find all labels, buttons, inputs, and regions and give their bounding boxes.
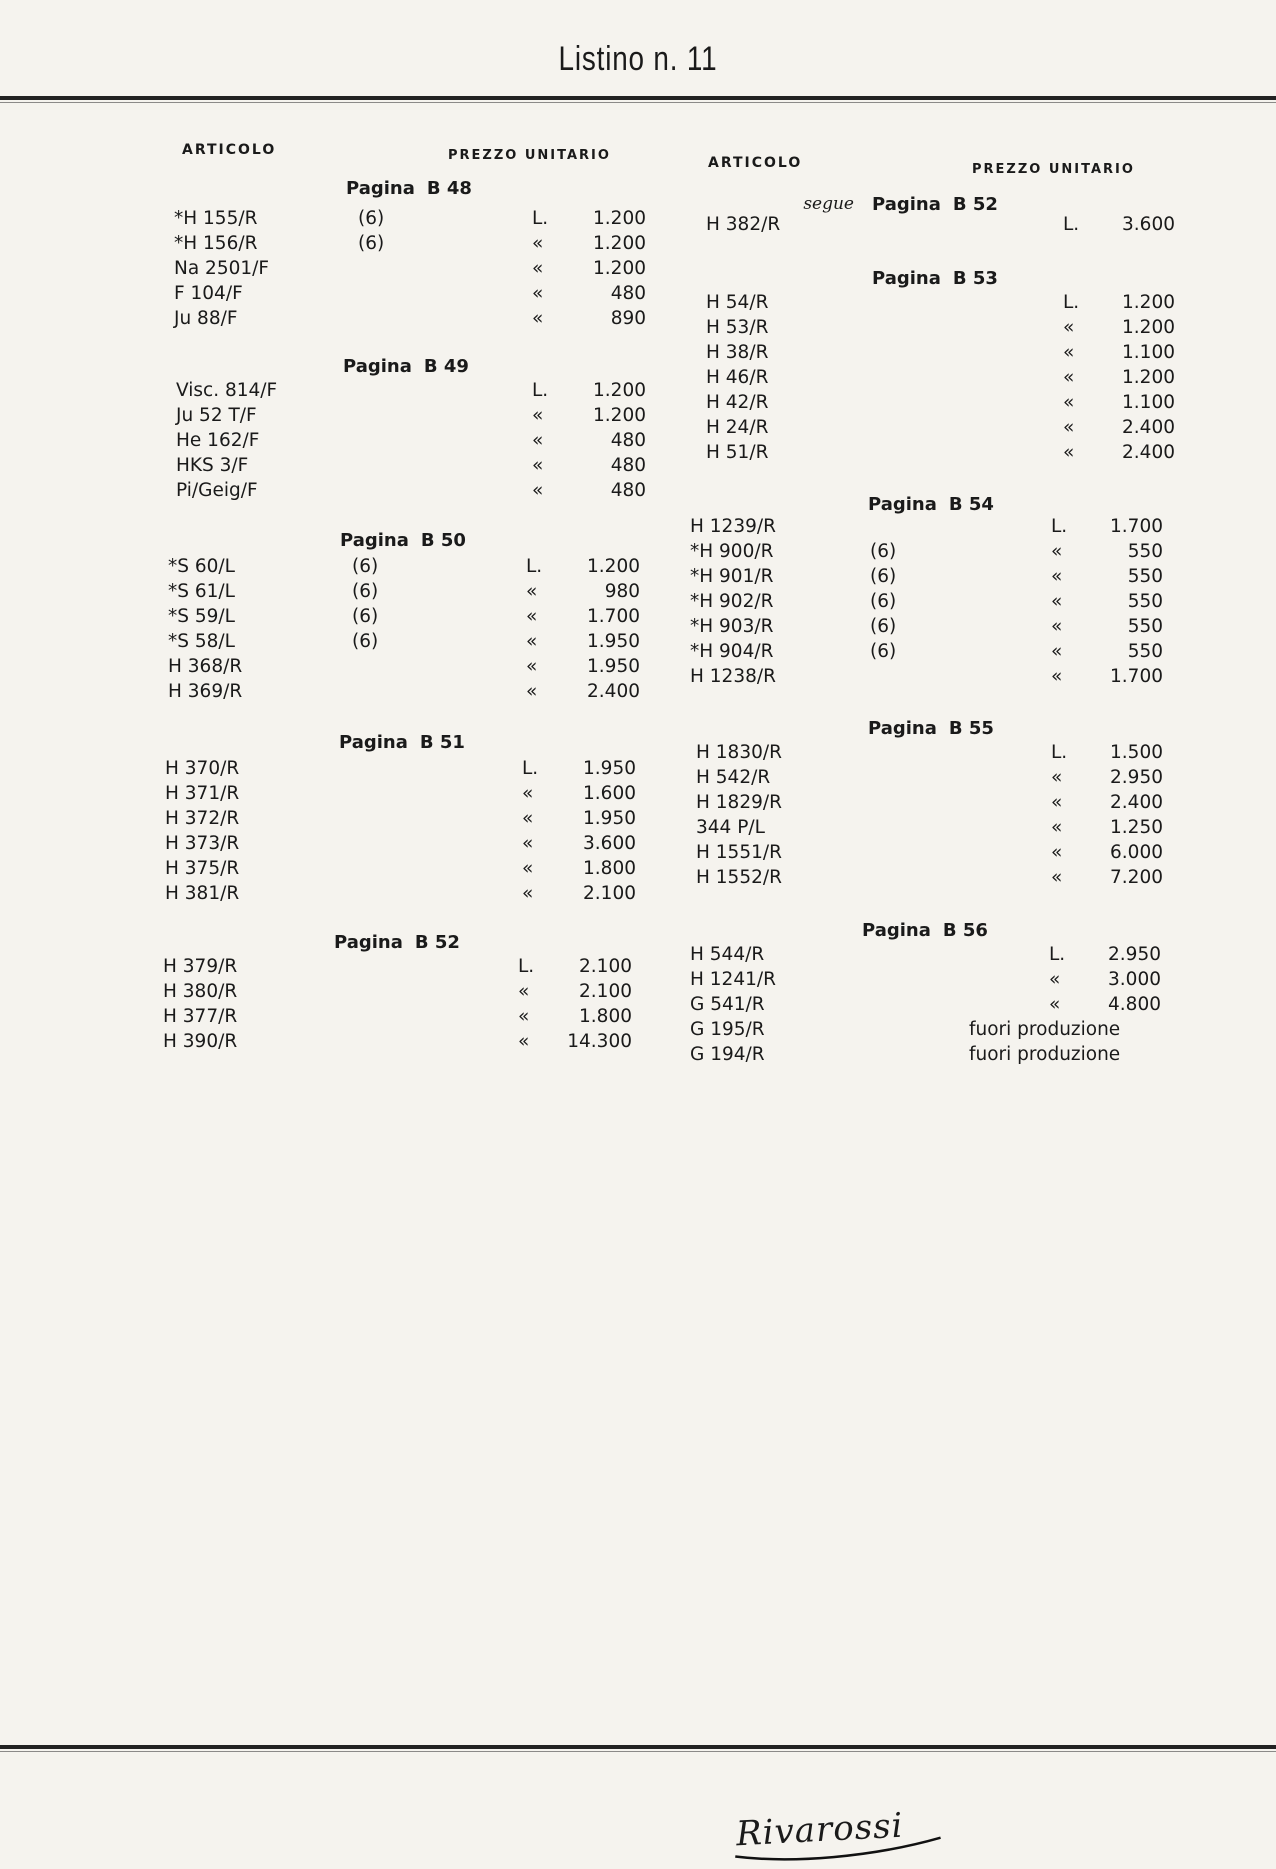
unit-price: 1.200	[593, 258, 646, 279]
article-code: H 51/R	[706, 442, 769, 463]
footnote-marker: (6)	[870, 591, 897, 612]
unit-price: 1.200	[1122, 292, 1175, 313]
article-code: *H 903/R	[690, 616, 774, 637]
article-code: H 24/R	[706, 417, 769, 438]
logo-underline-icon	[729, 1807, 951, 1868]
price-row	[0, 1019, 1276, 1044]
currency-mark: «	[1049, 994, 1061, 1015]
currency-mark: L.	[526, 556, 543, 577]
page-word: Pagina	[340, 530, 409, 551]
page-word: Pagina	[872, 194, 941, 215]
currency-mark: «	[526, 656, 538, 677]
currency-mark: L.	[532, 380, 549, 401]
article-code: *H 156/R	[174, 233, 258, 254]
unit-price: 1.950	[587, 631, 640, 652]
page-word: Pagina	[339, 732, 408, 753]
footnote-marker: (6)	[352, 606, 379, 627]
currency-mark: «	[1063, 442, 1075, 463]
currency-mark: «	[1063, 317, 1075, 338]
unit-price: 2.950	[1108, 944, 1161, 965]
unit-price: 550	[1127, 566, 1163, 587]
unit-price: 2.400	[1122, 442, 1175, 463]
unit-price: 1.200	[587, 556, 640, 577]
currency-mark: L.	[1063, 292, 1080, 313]
article-code: H 368/R	[168, 656, 243, 677]
currency-mark: «	[1051, 817, 1063, 838]
page-code: B 52	[414, 932, 460, 953]
article-code: H 380/R	[163, 981, 238, 1002]
article-code: *H 902/R	[690, 591, 774, 612]
article-code: H 382/R	[706, 214, 781, 235]
article-code: H 369/R	[168, 681, 243, 702]
article-code: H 372/R	[165, 808, 240, 829]
article-code: H 1829/R	[696, 792, 782, 813]
article-code: H 1241/R	[690, 969, 776, 990]
unit-price: 1.200	[593, 380, 646, 401]
article-code: H 1238/R	[690, 666, 776, 687]
currency-mark: «	[526, 681, 538, 702]
bottom-rule-thin	[0, 1751, 1276, 1752]
column-header-prezzo-right: PREZZO UNITARIO	[972, 162, 1135, 177]
price-row	[0, 417, 1276, 442]
article-code: He 162/F	[176, 430, 260, 451]
footnote-marker: (6)	[870, 641, 897, 662]
unit-price: 1.950	[583, 808, 636, 829]
currency-mark: «	[526, 606, 538, 627]
page-word: Pagina	[343, 356, 412, 377]
page-code: B 49	[423, 356, 469, 377]
unit-price: 480	[610, 430, 646, 451]
page-word: Pagina	[868, 718, 937, 739]
unit-price: 1.950	[583, 758, 636, 779]
currency-mark: «	[1063, 367, 1075, 388]
price-block	[0, 742, 1276, 892]
price-row	[0, 792, 1276, 817]
page-code: B 53	[952, 268, 998, 289]
page-label	[868, 718, 994, 739]
article-code: Visc. 814/F	[176, 380, 278, 401]
currency-mark: «	[532, 405, 544, 426]
top-rule	[0, 96, 1276, 100]
article-code: H 38/R	[706, 342, 769, 363]
page-title: Listino n. 11	[558, 40, 718, 78]
footnote-marker: (6)	[352, 631, 379, 652]
price-row	[0, 742, 1276, 767]
currency-mark: «	[1051, 591, 1063, 612]
article-code: H 373/R	[165, 833, 240, 854]
page-label	[868, 494, 994, 515]
currency-mark: L.	[522, 758, 539, 779]
currency-mark: L.	[1051, 516, 1068, 537]
article-code: H 1552/R	[696, 867, 782, 888]
article-code: Na 2501/F	[174, 258, 270, 279]
currency-mark: «	[522, 883, 534, 904]
currency-mark: «	[522, 783, 534, 804]
price-row	[0, 591, 1276, 616]
footnote-marker: (6)	[870, 616, 897, 637]
unit-price: 1.700	[1110, 666, 1163, 687]
currency-mark: «	[522, 808, 534, 829]
rivarossi-logo	[735, 1806, 904, 1855]
article-code: H 375/R	[165, 858, 240, 879]
article-code: H 370/R	[165, 758, 240, 779]
price-row	[0, 616, 1276, 641]
currency-mark: L.	[1051, 742, 1068, 763]
article-code: G 541/R	[690, 994, 765, 1015]
currency-mark: «	[1063, 342, 1075, 363]
price-row	[0, 944, 1276, 969]
article-code: *S 59/L	[168, 606, 235, 627]
unit-price: 1.200	[593, 405, 646, 426]
page-label	[346, 178, 472, 199]
price-row	[0, 994, 1276, 1019]
unit-price: 4.800	[1108, 994, 1161, 1015]
currency-mark: «	[532, 233, 544, 254]
currency-mark: «	[522, 858, 534, 879]
unit-price: 1.200	[1122, 317, 1175, 338]
article-code: H 1830/R	[696, 742, 782, 763]
unit-price: 1.600	[583, 783, 636, 804]
unit-price: 2.400	[1110, 792, 1163, 813]
article-code: 344 P/L	[696, 817, 765, 838]
currency-mark: «	[522, 833, 534, 854]
article-code: F 104/F	[174, 283, 243, 304]
discontinued-label: fuori produzione	[969, 1019, 1121, 1040]
unit-price: 1.250	[1110, 817, 1163, 838]
page-code: B 56	[942, 920, 988, 941]
article-code: *H 904/R	[690, 641, 774, 662]
unit-price: 3.600	[583, 833, 636, 854]
currency-mark: «	[526, 581, 538, 602]
price-row	[0, 317, 1276, 342]
unit-price: 2.100	[579, 956, 632, 977]
currency-mark: «	[1063, 417, 1075, 438]
price-block	[0, 516, 1276, 691]
currency-mark: «	[1049, 969, 1061, 990]
price-row	[0, 292, 1276, 317]
unit-price: 480	[610, 455, 646, 476]
price-row	[0, 969, 1276, 994]
unit-price: 1.700	[1110, 516, 1163, 537]
currency-mark: «	[1051, 842, 1063, 863]
page-label	[872, 268, 998, 289]
article-code: H 53/R	[706, 317, 769, 338]
page-word: Pagina	[872, 268, 941, 289]
unit-price: 3.600	[1122, 214, 1175, 235]
price-row	[0, 516, 1276, 541]
article-code: H 46/R	[706, 367, 769, 388]
article-code: Pi/Geig/F	[176, 480, 258, 501]
unit-price: 550	[1127, 616, 1163, 637]
currency-mark: «	[1051, 641, 1063, 662]
currency-mark: «	[526, 631, 538, 652]
page-word: Pagina	[862, 920, 931, 941]
unit-price: 6.000	[1110, 842, 1163, 863]
currency-mark: «	[532, 430, 544, 451]
price-row	[0, 867, 1276, 892]
article-code: H 542/R	[696, 767, 771, 788]
currency-mark: «	[1063, 392, 1075, 413]
price-row	[0, 817, 1276, 842]
currency-mark: L.	[1063, 214, 1080, 235]
unit-price: 2.100	[583, 883, 636, 904]
article-code: H 379/R	[163, 956, 238, 977]
unit-price: 14.300	[567, 1031, 632, 1052]
unit-price: 1.100	[1122, 392, 1175, 413]
unit-price: 480	[610, 283, 646, 304]
article-code: *H 155/R	[174, 208, 258, 229]
price-row	[0, 566, 1276, 591]
discontinued-label: fuori produzione	[969, 1044, 1121, 1065]
unit-price: 1.200	[593, 208, 646, 229]
price-block	[0, 292, 1276, 467]
unit-price: 890	[610, 308, 646, 329]
column-header-articolo-right: ARTICOLO	[708, 155, 803, 171]
currency-mark: «	[1051, 792, 1063, 813]
article-code: H 544/R	[690, 944, 765, 965]
price-row	[0, 541, 1276, 566]
article-code: G 194/R	[690, 1044, 765, 1065]
page-word: Pagina	[334, 932, 403, 953]
price-block	[0, 214, 1276, 239]
price-row	[0, 480, 1276, 505]
unit-price: 1.950	[587, 656, 640, 677]
currency-mark: «	[1051, 566, 1063, 587]
currency-mark: «	[518, 981, 530, 1002]
unit-price: 480	[610, 480, 646, 501]
unit-price: 2.100	[579, 981, 632, 1002]
article-code: H 381/R	[165, 883, 240, 904]
currency-mark: «	[532, 258, 544, 279]
unit-price: 1.500	[1110, 742, 1163, 763]
article-code: Ju 88/F	[174, 308, 238, 329]
price-row	[0, 641, 1276, 666]
unit-price: 1.100	[1122, 342, 1175, 363]
footnote-marker: (6)	[870, 566, 897, 587]
unit-price: 1.800	[583, 858, 636, 879]
unit-price: 550	[1127, 641, 1163, 662]
segue-label: segue	[803, 194, 854, 214]
bottom-rule	[0, 1745, 1276, 1749]
top-rule-thin	[0, 102, 1276, 103]
article-code: H 371/R	[165, 783, 240, 804]
footnote-marker: (6)	[870, 541, 897, 562]
unit-price: 1.800	[579, 1006, 632, 1027]
page-code: B 50	[420, 530, 466, 551]
currency-mark: «	[1051, 666, 1063, 687]
page-label	[862, 920, 988, 941]
unit-price: 3.000	[1108, 969, 1161, 990]
currency-mark: «	[532, 455, 544, 476]
price-row	[0, 767, 1276, 792]
price-row	[0, 342, 1276, 367]
article-code: Ju 52 T/F	[176, 405, 257, 426]
unit-price: 550	[1127, 541, 1163, 562]
article-code: *S 60/L	[168, 556, 235, 577]
price-row	[0, 367, 1276, 392]
page-code: B 52	[952, 194, 998, 215]
price-row	[0, 392, 1276, 417]
unit-price: 2.400	[587, 681, 640, 702]
currency-mark: «	[532, 480, 544, 501]
page-code: B 54	[948, 494, 994, 515]
article-code: *S 58/L	[168, 631, 235, 652]
column-header-articolo-left: ARTICOLO	[182, 142, 277, 158]
currency-mark: L.	[532, 208, 549, 229]
price-row	[0, 442, 1276, 467]
page-word: Pagina	[868, 494, 937, 515]
unit-price: 1.200	[1122, 367, 1175, 388]
page-label	[803, 194, 998, 215]
footnote-marker: (6)	[352, 556, 379, 577]
price-row	[0, 258, 1276, 283]
unit-price: 2.950	[1110, 767, 1163, 788]
article-code: HKS 3/F	[176, 455, 249, 476]
price-block	[0, 944, 1276, 1069]
unit-price: 550	[1127, 591, 1163, 612]
currency-mark: L.	[1049, 944, 1066, 965]
article-code: H 390/R	[163, 1031, 238, 1052]
currency-mark: «	[1051, 867, 1063, 888]
article-code: H 1239/R	[690, 516, 776, 537]
footnote-marker: (6)	[352, 581, 379, 602]
price-row	[0, 1044, 1276, 1069]
unit-price: 7.200	[1110, 867, 1163, 888]
page-code: B 48	[426, 178, 472, 199]
logo-text: Rivarossi	[735, 1805, 905, 1855]
currency-mark: «	[518, 1006, 530, 1027]
article-code: H 42/R	[706, 392, 769, 413]
article-code: *H 901/R	[690, 566, 774, 587]
page-word: Pagina	[346, 178, 415, 199]
page-code: B 51	[419, 732, 465, 753]
article-code: H 1551/R	[696, 842, 782, 863]
article-code: G 195/R	[690, 1019, 765, 1040]
currency-mark: «	[1051, 767, 1063, 788]
unit-price: 2.400	[1122, 417, 1175, 438]
page-code: B 55	[948, 718, 994, 739]
currency-mark: «	[532, 308, 544, 329]
article-code: *S 61/L	[168, 581, 235, 602]
footnote-marker: (6)	[358, 233, 385, 254]
price-row	[0, 666, 1276, 691]
article-code: H 54/R	[706, 292, 769, 313]
footnote-marker: (6)	[358, 208, 385, 229]
price-row	[0, 842, 1276, 867]
unit-price: 1.200	[593, 233, 646, 254]
unit-price: 1.700	[587, 606, 640, 627]
currency-mark: «	[1051, 541, 1063, 562]
article-code: H 377/R	[163, 1006, 238, 1027]
article-code: *H 900/R	[690, 541, 774, 562]
column-header-prezzo-left: PREZZO UNITARIO	[448, 148, 611, 163]
unit-price: 980	[604, 581, 640, 602]
price-row	[0, 214, 1276, 239]
currency-mark: «	[518, 1031, 530, 1052]
currency-mark: «	[1051, 616, 1063, 637]
currency-mark: L.	[518, 956, 535, 977]
currency-mark: «	[532, 283, 544, 304]
